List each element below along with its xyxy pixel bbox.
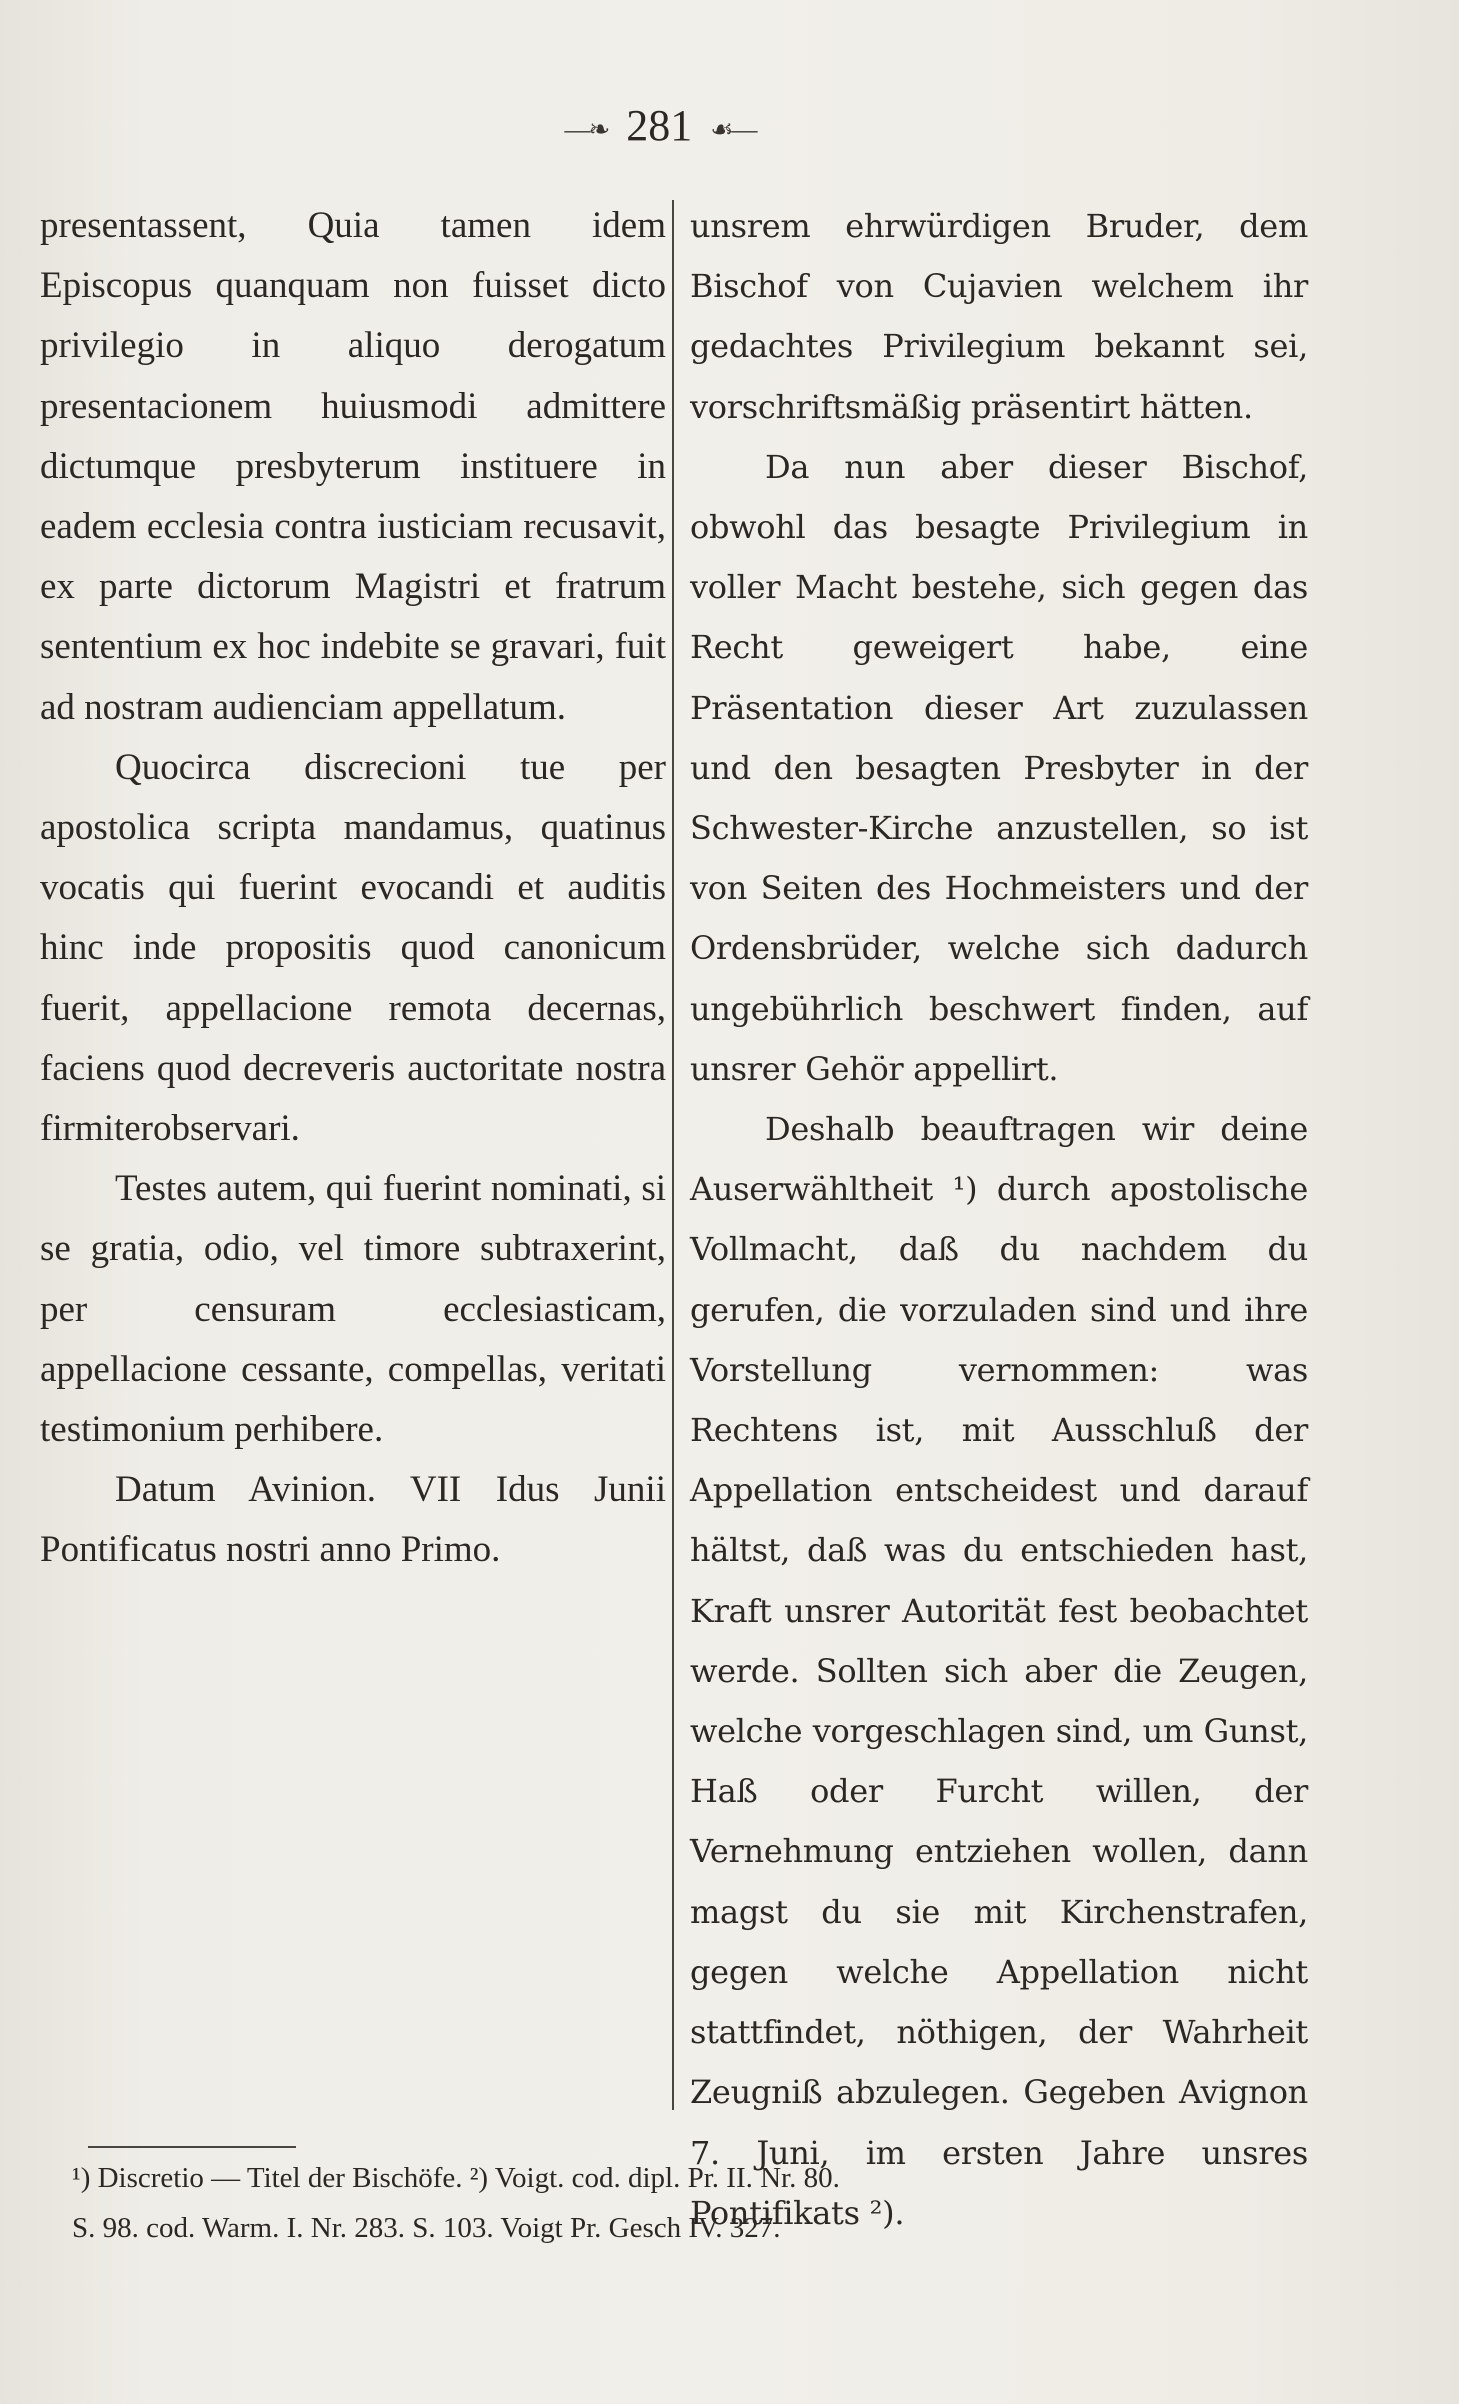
footnotes <box>72 2153 1322 2253</box>
latin-paragraph-1: presentassent, Quia tamen idem Episcopus quanquam non fuisset dicto privilegio in aliquo derogatum presentacionem huiusmodi admittere dictumque presbyterum instituere in eadem ecclesia contra iusticiam recusavit, ex parte dictorum Magistri et fratrum sententium ex hoc indebite se gravari, fuit ad nostram audienciam appellatum. <box>40 205 666 728</box>
page-header <box>0 100 1320 151</box>
german-column <box>690 196 1308 2243</box>
german-paragraph-2: Da nun aber dieser Bischof, obwohl das besagte Privilegium in voller Macht bestehe, sich gegen das Recht geweigert habe, eine Präsentation dieser Art zuzulassen und den besagten Presbyter in der Schwester-Kirche anzustellen, so ist von Seiten des Hochmeisters und der Ordensbrüder, welche sich dadurch ungebührlich beschwert finden, auf unsrer Gehör appellirt. <box>690 447 1308 1088</box>
latin-column <box>40 196 666 1581</box>
footnote-line-2: S. 98. cod. Warm. I. Nr. 283. S. 103. Voigt Pr. Gesch IV. 327. <box>72 2212 781 2244</box>
german-paragraph-1: unsrem ehrwürdigen Bruder, dem Bischof von Cujavien welchem ihr gedachtes Privilegium bekannt sei, vorschriftsmäßig präsentirt hätten. <box>690 207 1308 426</box>
latin-paragraph-3: Testes autem, qui fuerint nominati, si se gratia, odio, vel timore subtraxerint, per censuram ecclesiasticam, appellacione cessante, compellas, veritati testimonium perhibere. <box>40 1168 666 1451</box>
latin-paragraph-4: Datum Avinion. VII Idus Junii Pontificatus nostri anno Primo. <box>40 1469 666 1571</box>
header-ornament-right: ☙— <box>710 114 756 144</box>
header-ornament-left: —❧ <box>564 114 609 144</box>
footnote-line-1: ¹) Discretio — Titel der Bischöfe. ²) Voigt. cod. dipl. Pr. II. Nr. 80. <box>72 2162 840 2194</box>
latin-paragraph-2: Quocirca discrecioni tue per apostolica scripta mandamus, quatinus vocatis qui fuerint evocandi et auditis hinc inde propositis quod canonicum fuerit, appellacione remota decernas, faciens quod decreveris auctoritate nostra firmiterobservari. <box>40 746 666 1150</box>
footnote-rule <box>88 2146 296 2148</box>
german-paragraph-3: Deshalb beauftragen wir deine Auserwähltheit ¹) durch apostolische Vollmacht, daß du nachdem du gerufen, die vorzuladen sind und ihre Vorstellung vernommen: was Rechtens ist, mit Ausschluß der Appellation entscheidest und darauf hältst, daß was du entschieden hast, Kraft unsrer Autorität fest beobachtet werde. Sollten sich aber die Zeugen, welche vorgeschlagen sind, um Gunst, Haß oder Furcht willen, der Vernehmung entziehen wollen, dann magst du sie mit Kirchenstrafen, gegen welche Appellation nicht stattfindet, nöthigen, der Wahrheit Zeugniß abzulegen. Gegeben Avignon 7. Juni, im ersten Jahre unsres Pontifikats ²). <box>690 1110 1308 2232</box>
page-number: 281 <box>626 101 693 150</box>
column-divider <box>672 200 674 2110</box>
